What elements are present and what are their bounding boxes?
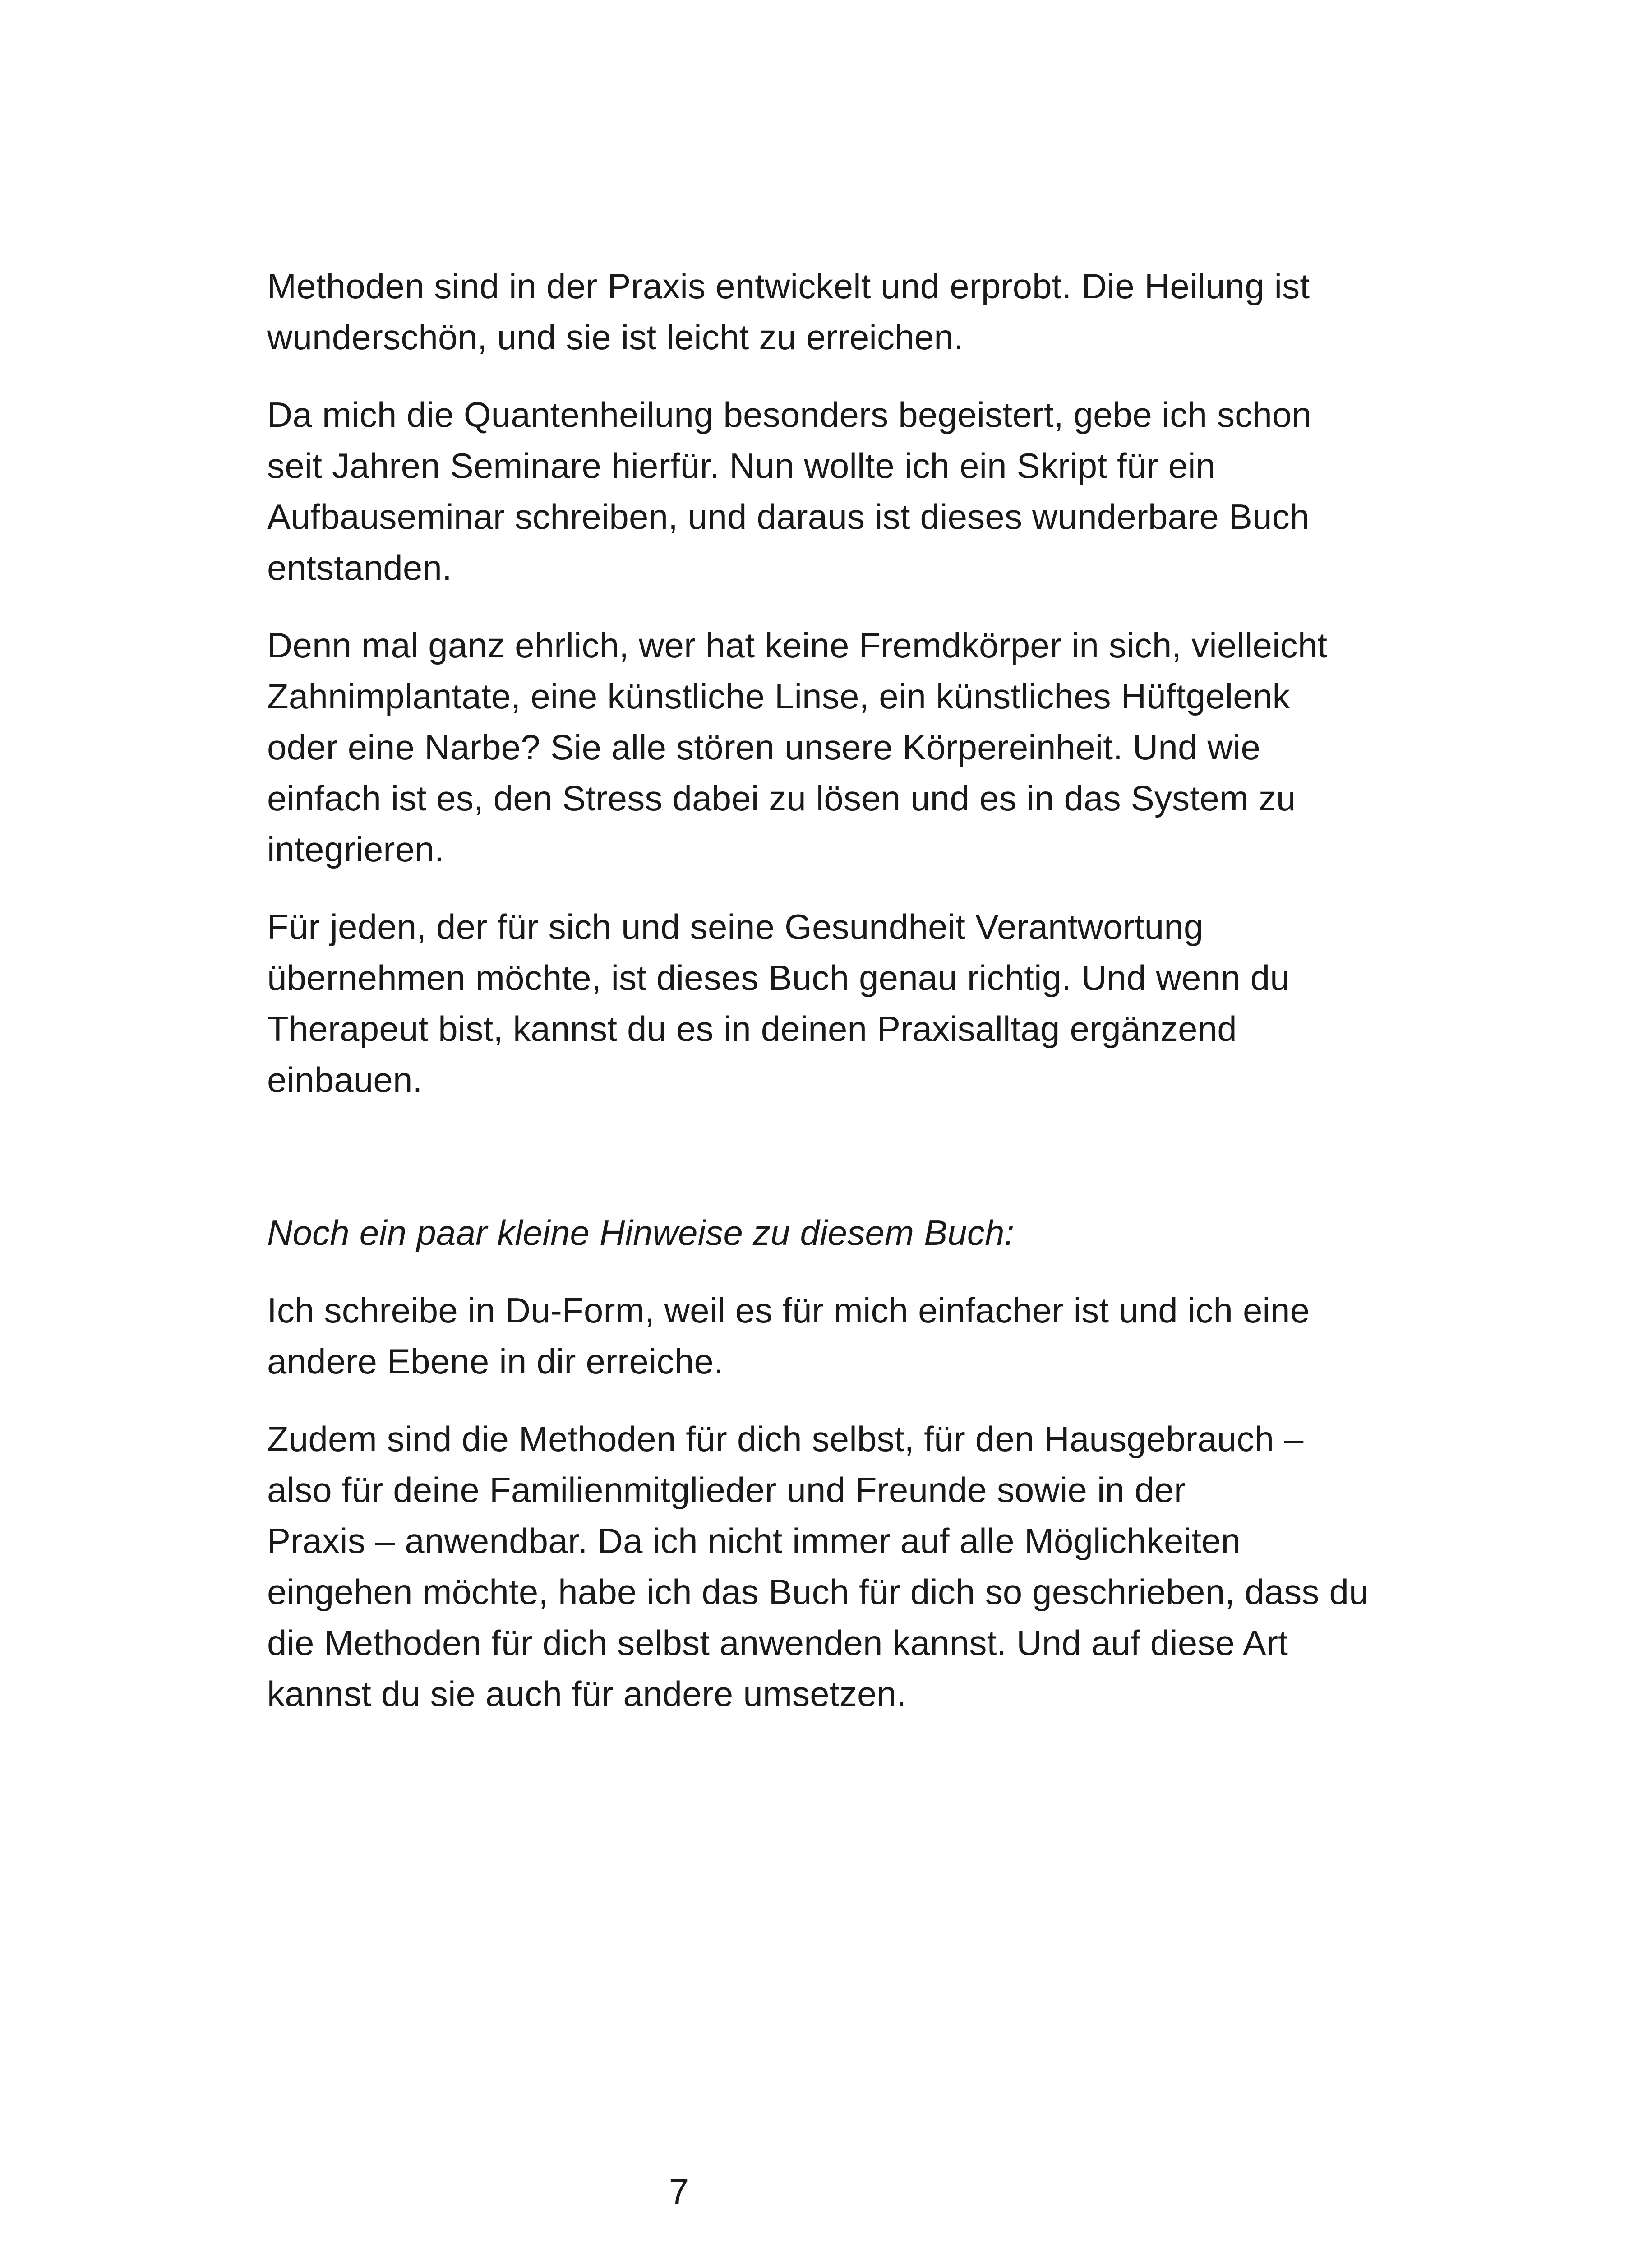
text-line: integrieren.: [267, 829, 444, 869]
page-body: [267, 261, 1404, 1746]
text-line: Zudem sind die Methoden für dich selbst, für den Hausgebrauch –: [267, 1419, 1304, 1459]
text-line: Aufbauseminar schreiben, und daraus ist dieses wunderbare Buch: [267, 497, 1310, 536]
text-line: Praxis – anwendbar. Da ich nicht immer auf alle Möglichkeiten: [267, 1521, 1241, 1561]
text-line: wunderschön, und sie ist leicht zu erreichen.: [267, 317, 964, 357]
text-line: Für jeden, der für sich und seine Gesundheit Verantwortung: [267, 907, 1204, 947]
paragraph-quantenheilung: [267, 389, 1404, 593]
text-line: Noch ein paar kleine Hinweise zu diesem Buch:: [267, 1213, 1015, 1253]
text-line: Ich schreibe in Du-Form, weil es für mich einfacher ist und ich eine: [267, 1290, 1310, 1330]
paragraph-hausgebrauch: [267, 1414, 1404, 1720]
page-number: 7: [669, 2171, 689, 2211]
paragraph-methoden: [267, 261, 1404, 363]
text-line: die Methoden für dich selbst anwenden kannst. Und auf diese Art: [267, 1623, 1288, 1663]
text-line: also für deine Familienmitglieder und Freunde sowie in der: [267, 1470, 1186, 1510]
text-line: Zahnimplantate, eine künstliche Linse, ein künstliches Hüftgelenk: [267, 676, 1290, 716]
text-line: Methoden sind in der Praxis entwickelt und erprobt. Die Heilung ist: [267, 266, 1310, 306]
paragraph-verantwortung: [267, 901, 1404, 1105]
text-line: Da mich die Quantenheilung besonders begeistert, gebe ich schon: [267, 395, 1312, 435]
text-line: einfach ist es, den Stress dabei zu lösen und es in das System zu: [267, 778, 1296, 818]
text-line: Therapeut bist, kannst du es in deinen Praxisalltag ergänzend: [267, 1009, 1237, 1049]
text-line: entstanden.: [267, 548, 452, 587]
paragraph-fremdkoerper: [267, 620, 1404, 875]
text-line: seit Jahren Seminare hierfür. Nun wollte ich ein Skript für ein: [267, 446, 1216, 485]
text-line: kannst du sie auch für andere umsetzen.: [267, 1674, 906, 1714]
text-line: oder eine Narbe? Sie alle stören unsere Körpereinheit. Und wie: [267, 727, 1261, 767]
paragraph-du-form: [267, 1285, 1404, 1387]
text-line: übernehmen möchte, ist dieses Buch genau richtig. Und wenn du: [267, 958, 1290, 998]
hinweise-heading: [267, 1207, 1404, 1258]
text-line: einbauen.: [267, 1060, 423, 1100]
text-line: andere Ebene in dir erreiche.: [267, 1341, 724, 1381]
text-line: Denn mal ganz ehrlich, wer hat keine Fremdkörper in sich, vielleicht: [267, 625, 1328, 665]
text-line: eingehen möchte, habe ich das Buch für dich so geschrieben, dass du: [267, 1572, 1369, 1612]
